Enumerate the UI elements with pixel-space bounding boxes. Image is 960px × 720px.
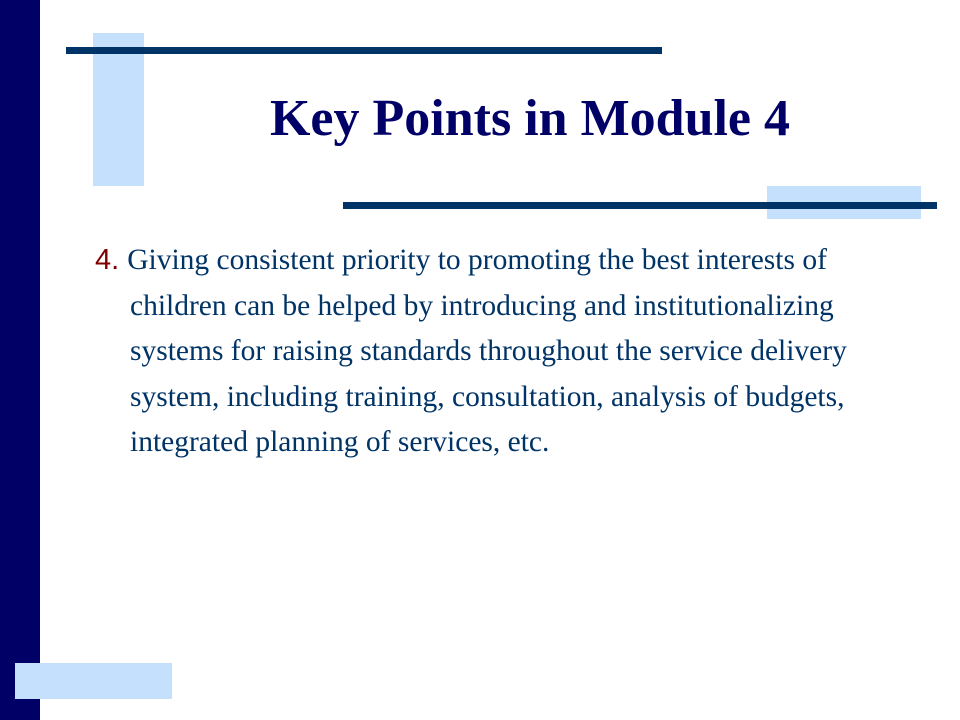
left-sidebar-bar <box>0 0 40 720</box>
top-divider-line <box>66 47 662 54</box>
bottom-divider-line <box>343 202 937 209</box>
slide-title: Key Points in Module 4 <box>269 90 791 147</box>
point-number: 4. <box>95 244 120 276</box>
bottom-left-accent-block <box>15 663 172 699</box>
key-point-paragraph <box>95 238 910 466</box>
top-accent-block <box>93 33 144 186</box>
point-text: Giving consistent priority to promoting the best interests of children can be helped by introducing and institutionalizing systems for raising standards throughout the service delivery system, including training, consultation, analysis of budgets, integrated planning of services, etc. <box>127 244 847 458</box>
